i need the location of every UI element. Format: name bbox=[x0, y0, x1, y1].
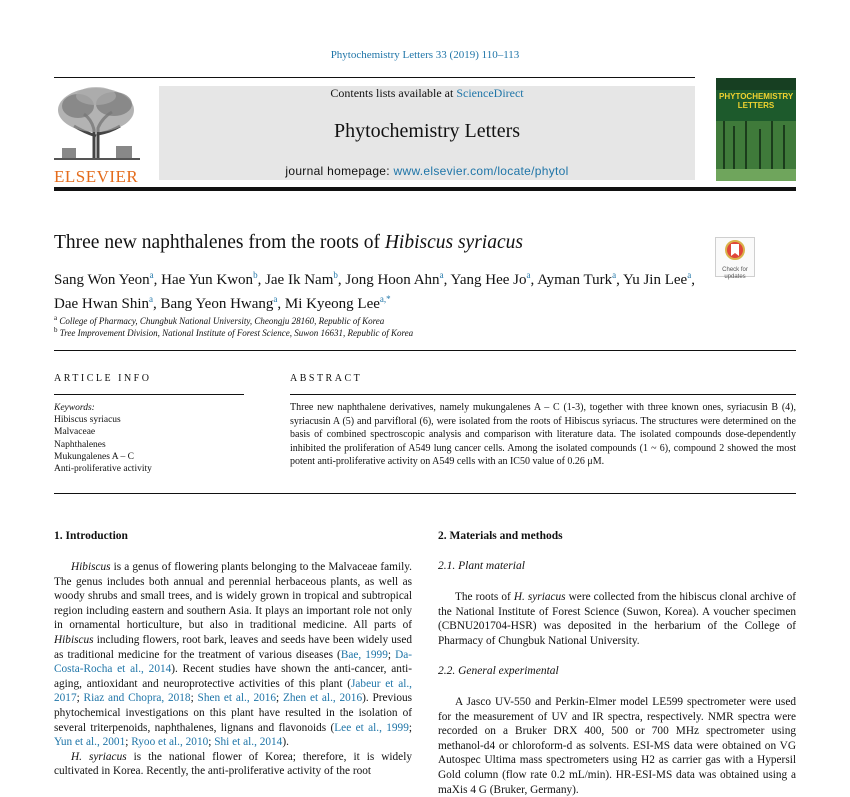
article-title bbox=[54, 232, 523, 254]
sciencedirect-link[interactable]: ScienceDirect bbox=[456, 86, 524, 100]
ref-link[interactable]: Shi et al., 2014 bbox=[214, 736, 283, 749]
ref-link[interactable]: Zhen et al., 2016 bbox=[282, 692, 363, 705]
affiliation-marker: a bbox=[54, 314, 58, 322]
contents-prefix: Contents lists available at bbox=[330, 86, 457, 100]
author-affiliation-marker[interactable]: a bbox=[526, 270, 531, 280]
author-affiliation-marker[interactable]: b bbox=[333, 270, 338, 280]
section-divider bbox=[54, 350, 796, 351]
author-affiliation-marker[interactable]: b bbox=[253, 270, 258, 280]
author-name[interactable]: Jae Ik Nam bbox=[265, 272, 334, 288]
ref-link[interactable]: Riaz and Chopra, 2018 bbox=[83, 692, 191, 705]
methods-heading: 2. Materials and methods bbox=[438, 530, 563, 542]
abstract-heading: ABSTRACT bbox=[290, 373, 363, 384]
journal-name: Phytochemistry Letters bbox=[333, 120, 521, 142]
journal-cover[interactable] bbox=[716, 78, 796, 181]
homepage-line bbox=[159, 164, 695, 178]
author-affiliation-marker[interactable]: a,* bbox=[379, 294, 391, 304]
ref-link[interactable]: Yun et al., 2001 bbox=[54, 736, 126, 749]
methods-text: were collected from the hibiscus clonal archive of the National Institute of Forest Science (Suwon, Korea). A voucher specimen (CBNU201704-HSR) was deposited in the herbarium of the College of Pharmacy of Chungbuk National University. bbox=[438, 591, 796, 647]
abstract-text: Three new naphthalene derivatives, namely mukungalenes A – C (1-3), together with three known ones, syriacusin B (4), syriacusin A (5) and parvifloral (6), were isolated from the roots of Hibiscus syriacus. The structures were determined on the basis of combined spectroscopic analysis and comparison with literature data. The isolated compounds dose-dependently inhibited the proliferation of A549 lung cancer cells. Among the isolated compounds (1 ~ 6), compound 2 showed the most potent anti-proliferative activity on A549 cells with an IC50 value of 0.26 μM. bbox=[290, 402, 796, 468]
article-info-heading: ARTICLE INFO bbox=[54, 373, 152, 384]
species-name: H. syriacus bbox=[71, 750, 127, 763]
article-info-rule bbox=[54, 394, 244, 395]
article-title-text: Three new naphthalenes from the roots of bbox=[54, 232, 385, 253]
author-name[interactable]: Mi Kyeong Lee bbox=[284, 296, 380, 312]
contents-line bbox=[159, 86, 695, 101]
author-name[interactable]: Ayman Turk bbox=[537, 272, 613, 288]
author-affiliation-marker[interactable]: a bbox=[273, 294, 278, 304]
author-affiliation-marker[interactable]: a bbox=[149, 270, 154, 280]
cover-image-icon bbox=[716, 121, 796, 181]
check-for-updates-button[interactable] bbox=[715, 237, 755, 280]
author-affiliation-marker[interactable]: a bbox=[148, 294, 153, 304]
intro-paragraph-1: Hibiscus is a genus of flowering plants belonging to the Malvaceae family. The genus includes both annual and perennial herbaceous plants, as well as woody shrubs and small trees, and is widely grown in tropical and subtropical region including eastern and southern Asia. It plays an important role not only in ornamental horticulture, but also in traditional medicine. All parts of Hibiscus including flowers, root bark, leaves and seeds have been widely used as traditional medicine for the treatment of various diseases (Bae, 1999; Da-Costa-Rocha et al., 2014). Recent studies have shown the anti-cancer, anti-aging, antioxidant and neuroprotective activities of this plant (Jabeur et al., 2017; Riaz and Chopra, 2018; Shen et al., 2016; Zhen et al., 2016). Previous phytochemical investigations on this plant have resulted in the isolation of several triterpenoids, naphthalenes, lignans and flavonoids (Lee et al., 1999; Yun et al., 2001; Ryoo et al., 2010; Shi et al., 2014). bbox=[54, 561, 413, 749]
keyword-item: Anti-proliferative activity bbox=[54, 464, 152, 475]
intro-paragraph-2 bbox=[54, 750, 412, 779]
homepage-link[interactable]: www.elsevier.com/locate/phytol bbox=[393, 164, 569, 178]
publisher-name: ELSEVIER bbox=[54, 167, 139, 186]
affiliation-marker: b bbox=[54, 326, 58, 334]
genus-name: Hibiscus bbox=[71, 561, 111, 573]
ref-link[interactable]: Jabeur et al., 2017 bbox=[54, 677, 413, 705]
keywords-block bbox=[54, 402, 152, 475]
plant-material-body bbox=[438, 590, 796, 648]
author-name[interactable]: Jong Hoon Ahn bbox=[345, 272, 440, 288]
keyword-item: Naphthalenes bbox=[54, 439, 106, 450]
author-name[interactable]: Dae Hwan Shin bbox=[54, 296, 149, 312]
author-affiliation-marker[interactable]: a bbox=[439, 270, 444, 280]
check-updates-icon bbox=[716, 238, 754, 262]
journal-banner bbox=[159, 86, 695, 180]
author-name[interactable]: Yu Jin Lee bbox=[623, 272, 688, 288]
article-title-species: Hibiscus syriacus bbox=[384, 232, 523, 253]
ref-link[interactable]: Ryoo et al., 2010 bbox=[131, 736, 209, 749]
header-thick-rule bbox=[54, 187, 796, 191]
author-list: Sang Won Yeon$^a$, Hae Yun Kwon$^b$, Jae Ik Nam$^b$, Jong Hoon Ahn$^a$, Yang Hee Jo$^a$, Ayman Turk$^a$, Yu Jin Lee$^a$, Dae Hwan Shin$^a$, Bang Yeon Hwang$^a$, Mi Kyeong Lee$^{a,*}$ bbox=[54, 270, 695, 312]
intro-text: including flowers, root bark, leaves and seeds have been widely used as traditional medicine for the treatment of various diseases ( bbox=[54, 633, 412, 661]
general-experimental-paragraph: A Jasco UV-550 and Perkin-Elmer model LE599 spectrometer were used for the measurement of UV and IR spectra, respectively. NMR spectra were recorded on a Bruker DRX 400, 500 or 700 MHz spectrometer using methanol-d4 or chloroform-d as solvents. ESI-MS data were obtained on VG Autospec Ultima mass spectrometers using H2 as carrier gas with a Hypersil Gold column (flow rate 0.2 mL/min). HR-ESI-MS data was obtained using a maXis 4 G (Bruker, Germany). bbox=[438, 696, 796, 796]
keywords-label: Keywords: bbox=[54, 403, 95, 413]
header-top-rule bbox=[54, 77, 695, 78]
ref-link[interactable]: Shen et al., 2016 bbox=[197, 692, 277, 705]
tree-logo-icon bbox=[54, 86, 140, 160]
elsevier-logo bbox=[54, 86, 140, 186]
species-name: H. syriacus bbox=[513, 591, 566, 603]
keyword-item: Hibiscus syriacus bbox=[54, 415, 121, 426]
plant-material-heading: 2.1. Plant material bbox=[438, 560, 525, 572]
author-affiliation-marker[interactable]: a bbox=[687, 270, 692, 280]
ref-link[interactable]: Bae, 1999 bbox=[340, 648, 388, 661]
general-experimental-heading: 2.2. General experimental bbox=[438, 665, 559, 677]
abstract-rule bbox=[290, 394, 796, 395]
genus-name: Hibiscus bbox=[54, 633, 94, 646]
affiliation-a bbox=[54, 314, 384, 326]
author-name[interactable]: Sang Won Yeon bbox=[54, 272, 150, 288]
introduction-body bbox=[54, 560, 412, 779]
intro-text: ). bbox=[282, 736, 289, 749]
author-affiliation-marker[interactable]: a bbox=[612, 270, 617, 280]
cover-title: PHYTOCHEMISTRY LETTERS bbox=[719, 92, 794, 110]
ref-link[interactable]: Lee et al., 1999 bbox=[334, 721, 409, 734]
homepage-prefix: journal homepage: bbox=[285, 164, 394, 178]
check-updates-label: Check for updates bbox=[722, 267, 748, 280]
general-experimental-body bbox=[438, 695, 796, 797]
author-name[interactable]: Bang Yeon Hwang bbox=[160, 296, 274, 312]
affiliation-b bbox=[54, 326, 413, 338]
methods-text: The roots of bbox=[455, 591, 514, 603]
author-name[interactable]: Hae Yun Kwon bbox=[161, 272, 254, 288]
ref-link[interactable]: Da-Costa-Rocha et al., 2014 bbox=[54, 648, 412, 676]
intro-text: ). Recent studies have shown the anti-cancer, anti-aging, antioxidant and neuroprotective activities of this plant ( bbox=[54, 663, 412, 690]
affiliation-text: College of Pharmacy, Chungbuk National University, Cheongju 28160, Republic of Korea bbox=[59, 316, 385, 326]
section-divider-bottom bbox=[54, 493, 796, 494]
introduction-heading: 1. Introduction bbox=[54, 530, 128, 542]
journal-citation[interactable]: Phytochemistry Letters 33 (2019) 110–113 bbox=[330, 49, 520, 61]
keyword-item: Mukungalenes A – C bbox=[54, 451, 134, 462]
intro-text: is a genus of flowering plants belonging to the Malvaceae family. The genus includes both annual and perennial herbaceous plants, as well as woody shrubs and small trees, and is widely grown in tropical and subtropical region including eastern and southern Asia. It plays an important role not only in ornamental horticulture, but also in traditional medicine. All parts of bbox=[54, 561, 412, 632]
intro-text: is the national flower of Korea; therefore, it is widely cultivated in Korea. Recently, the anti-proliferative activity of the root bbox=[54, 750, 412, 778]
plant-material-paragraph bbox=[438, 590, 796, 648]
keyword-item: Malvaceae bbox=[54, 427, 96, 438]
author-name[interactable]: Yang Hee Jo bbox=[450, 272, 527, 288]
intro-text: ). Previous phytochemical investigations on this plant have resulted in the isolation of several triterpenoids, naphthalenes, lignans and flavonoids ( bbox=[54, 692, 413, 734]
affiliation-text: Tree Improvement Division, National Institute of Forest Science, Suwon 16631, Republic of Korea bbox=[59, 328, 414, 338]
